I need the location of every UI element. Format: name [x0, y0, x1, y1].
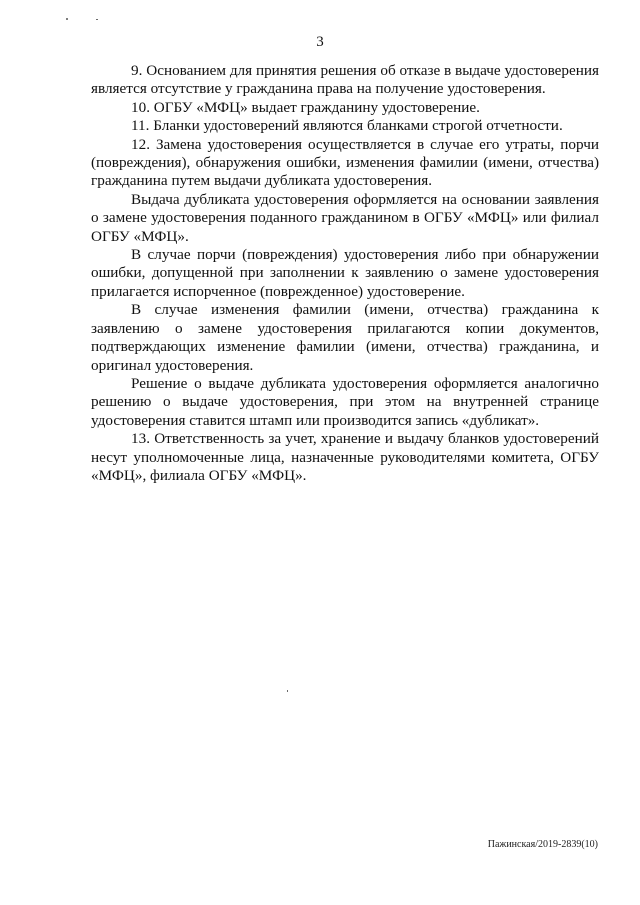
paragraph-13: 13. Ответственность за учет, хранение и выдачу бланков удостоверений несут уполномоченные лица, назначенные руководителями комитета, ОГБУ «МФЦ», филиала ОГБУ «МФЦ».	[91, 430, 599, 484]
scan-speck	[66, 18, 68, 20]
paragraph-11: 11. Бланки удостоверений являются бланками строгой отчетности.	[131, 117, 563, 135]
paragraph-duplicate-decision: Решение о выдаче дубликата удостоверения оформляется аналогично решению о выдаче удостоверения, при этом на внутренней странице удостоверения ставится штамп или производится запись «дубликат».	[91, 374, 599, 429]
scan-speck	[287, 690, 288, 692]
paragraph-damage-case: В случае порчи (повреждения) удостоверения либо при обнаружении ошибки, допущенной при заполнении к заявлению о замене удостоверения прилагается испорченное (поврежденное) удостоверение.	[91, 246, 599, 300]
paragraph-9: 9. Основанием для принятия решения об отказе в выдаче удостоверения является отсутствие у гражданина права на получение удостоверения.	[91, 62, 599, 98]
paragraph-name-change-case: В случае изменения фамилии (имени, отчества) гражданина к заявлению о замене удостоверения прилагаются копии документов, подтверждающих изменение фамилии (имени, отчества) гражданина, и оригинал удостоверения.	[91, 301, 599, 374]
document-body	[91, 62, 599, 485]
page-number: 3	[316, 34, 324, 50]
paragraph-10: 10. ОГБУ «МФЦ» выдает гражданину удостоверение.	[131, 98, 480, 116]
paragraph-duplicate-issue: Выдача дубликата удостоверения оформляется на основании заявления о замене удостоверения поданного гражданином в ОГБУ «МФЦ» или филиал ОГБУ «МФЦ».	[91, 190, 599, 245]
document-footer-code: Пажинская/2019-2839(10)	[487, 839, 598, 850]
paragraph-12: 12. Замена удостоверения осуществляется в случае его утраты, порчи (повреждения), обнаружения ошибки, изменения фамилии (имени, отчества) гражданина путем выдачи дубликата удостоверения.	[91, 135, 599, 190]
scan-speck	[96, 19, 98, 20]
